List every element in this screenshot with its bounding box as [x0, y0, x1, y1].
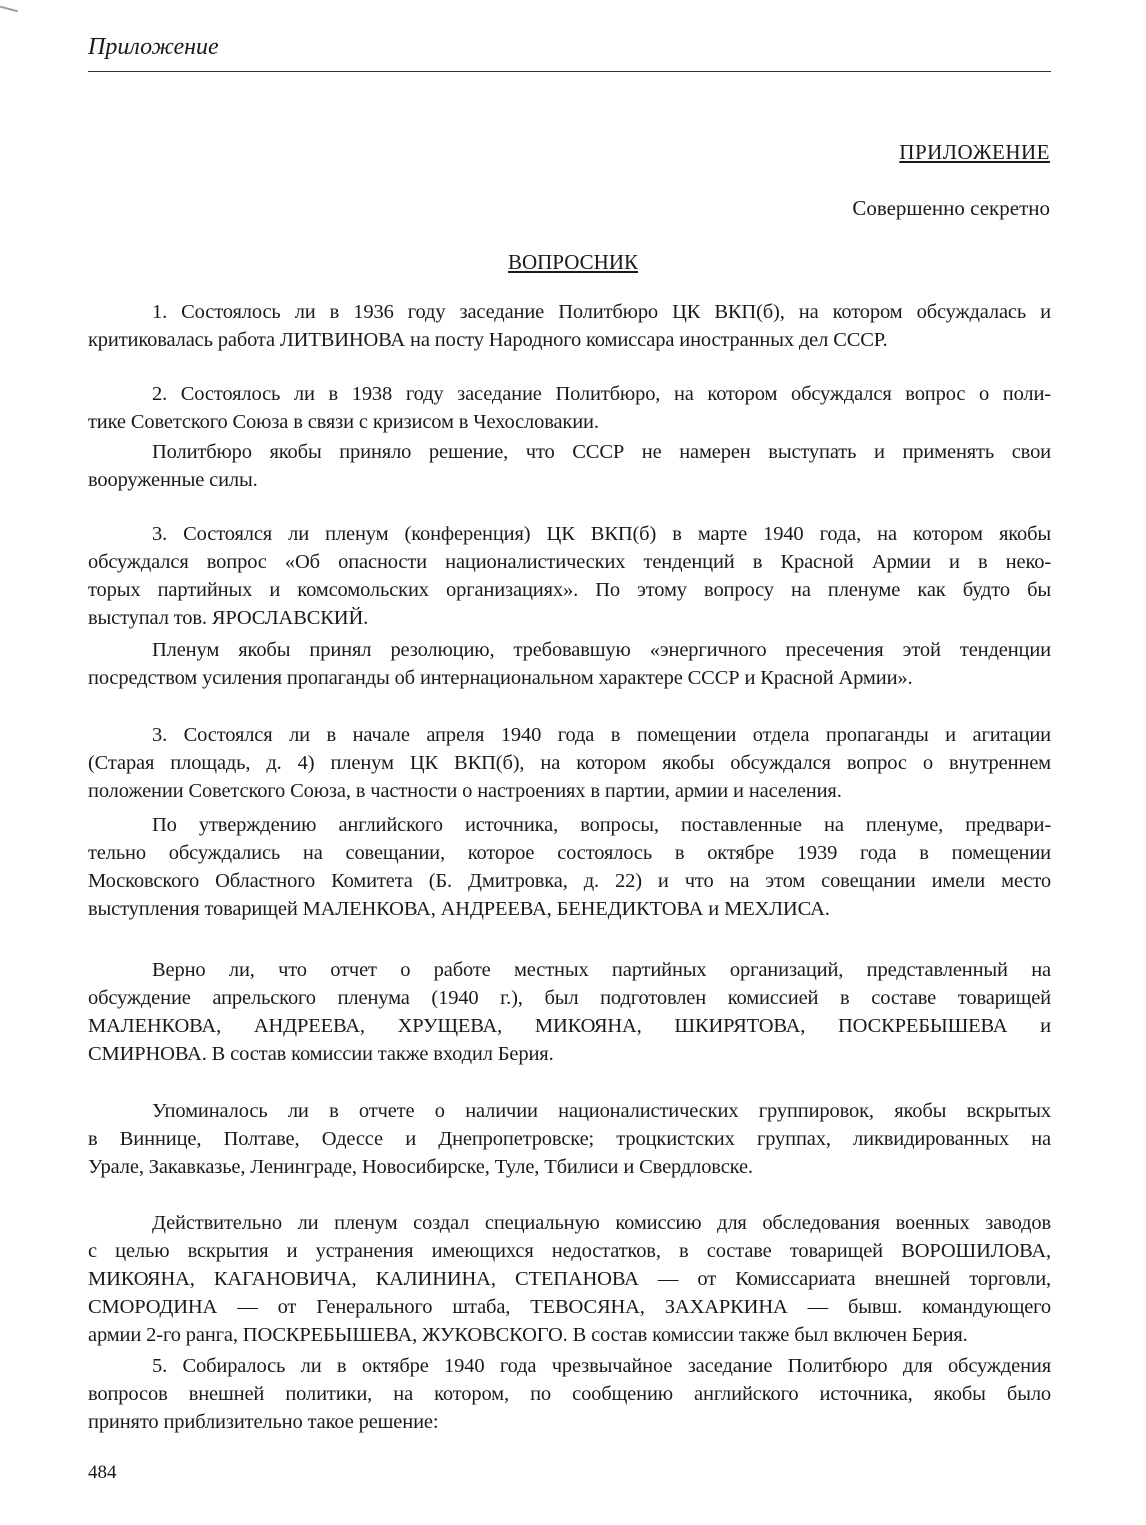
text-line: обсуждение апрельского пленума (1940 г.), был подготовлен комиссией в составе товарищей [88, 987, 1051, 1009]
text-line: армии 2-го ранга, ПОСКРЕБЫШЕВА, ЖУКОВСКОГО. В состав комиссии также был включен Берия. [88, 1324, 968, 1346]
text-line: в Виннице, Полтаве, Одессе и Днепропетровске; троцкистских группах, ликвидированных на [88, 1128, 1051, 1150]
text-line: Действительно ли пленум создал специальную комиссию для обследования военных заводов [152, 1212, 1051, 1234]
text-line: (Старая площадь, д. 4) пленум ЦК ВКП(б), на котором якобы обсуждался вопрос о внутреннем [88, 752, 1051, 774]
text-line: торых партийных и комсомольских организациях». По этому вопросу на пленуме как будто бы [88, 579, 1051, 601]
text-line: выступал тов. ЯРОСЛАВСКИЙ. [88, 607, 369, 629]
appendix-title: ПРИЛОЖЕНИЕ [899, 140, 1050, 164]
scan-corner-mark [0, 6, 18, 13]
text-line: принято приблизительно такое решение: [88, 1411, 439, 1433]
classification-label: Совершенно секретно [852, 196, 1050, 220]
text-line: МАЛЕНКОВА, АНДРЕЕВА, ХРУЩЕВА, МИКОЯНА, ШКИРЯТОВА, ПОСКРЕБЫШЕВА и [88, 1015, 1051, 1037]
text-line: положении Советского Союза, в частности о настроениях в партии, армии и населения. [88, 780, 842, 802]
text-line: Московского Областного Комитета (Б. Дмитровка, д. 22) и что на этом совещании имели место [88, 870, 1051, 892]
running-head: Приложение [88, 34, 219, 60]
text-line: Пленум якобы принял резолюцию, требовавшую «энергичного пресечения этой тенденции [152, 639, 1051, 661]
paragraph [88, 636, 1051, 692]
text-line: 3. Состоялся ли в начале апреля 1940 года в помещении отдела пропаганды и агитации [152, 724, 1051, 746]
paragraph [88, 438, 1051, 494]
paragraph [88, 520, 1051, 632]
paragraph [88, 721, 1051, 805]
text-line: Верно ли, что отчет о работе местных партийных организаций, представленный на [152, 959, 1051, 981]
text-line: с целью вскрытия и устранения имеющихся недостатков, в составе товарищей ВОРОШИЛОВА, [88, 1240, 1051, 1262]
text-line: обсуждался вопрос «Об опасности националистических тенденций в Красной Армии и в неко- [88, 551, 1051, 573]
document-title: ВОПРОСНИК [507, 250, 639, 274]
header-rule [88, 71, 1051, 72]
paragraph [88, 956, 1051, 1068]
text-line: Упоминалось ли в отчете о наличии националистических группировок, якобы вскрытых [152, 1100, 1051, 1122]
text-line: 5. Собиралось ли в октябре 1940 года чрезвычайное заседание Политбюро для обсуждения [152, 1355, 1051, 1377]
text-line: тельно обсуждались на совещании, которое состоялось в октябре 1939 года в помещении [88, 842, 1051, 864]
text-line: посредством усиления пропаганды об интернациональном характере СССР и Красной Армии». [88, 667, 913, 689]
text-line: СМОРОДИНА — от Генерального штаба, ТЕВОСЯНА, ЗАХАРКИНА — бывш. командующего [88, 1296, 1051, 1318]
text-line: По утверждению английского источника, вопросы, поставленные на пленуме, предвари- [152, 814, 1051, 836]
paragraph [88, 298, 1051, 354]
text-line: Урале, Закавказье, Ленинграде, Новосибирске, Туле, Тбилиси и Свердловске. [88, 1156, 753, 1178]
text-line: 1. Состоялось ли в 1936 году заседание Политбюро ЦК ВКП(б), на котором обсуждалась и [152, 301, 1051, 323]
text-line: выступления товарищей МАЛЕНКОВА, АНДРЕЕВА, БЕНЕДИКТОВА и МЕХЛИСА. [88, 898, 830, 920]
paragraph [88, 1209, 1051, 1349]
text-line: Политбюро якобы приняло решение, что СССР не намерен выступать и применять свои [152, 441, 1051, 463]
text-line: 2. Состоялось ли в 1938 году заседание Политбюро, на котором обсуждался вопрос о поли- [152, 383, 1051, 405]
paragraph [88, 811, 1051, 923]
text-line: вооруженные силы. [88, 469, 258, 491]
paragraph [88, 1097, 1051, 1181]
paragraph [88, 1352, 1051, 1436]
page-number: 484 [88, 1462, 117, 1483]
text-line: МИКОЯНА, КАГАНОВИЧА, КАЛИНИНА, СТЕПАНОВА — от Комиссариата внешней торговли, [88, 1268, 1051, 1290]
text-line: тике Советского Союза в связи с кризисом в Чехословакии. [88, 411, 599, 433]
text-line: 3. Состоялся ли пленум (конференция) ЦК ВКП(б) в марте 1940 года, на котором якобы [152, 523, 1051, 545]
text-line: СМИРНОВА. В состав комиссии также входил Берия. [88, 1043, 554, 1065]
text-line: вопросов внешней политики, на котором, по сообщению английского источника, якобы было [88, 1383, 1051, 1405]
paragraph [88, 380, 1051, 436]
text-line: критиковалась работа ЛИТВИНОВА на посту Народного комиссара иностранных дел СССР. [88, 329, 888, 351]
